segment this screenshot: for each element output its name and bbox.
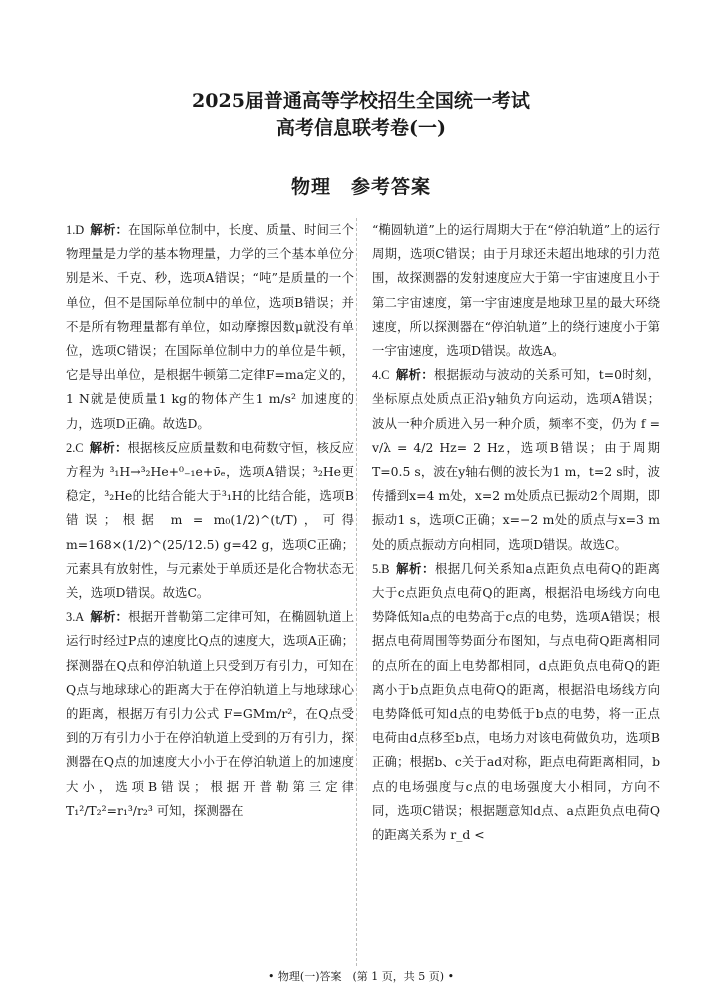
answer-text: 在国际单位制中，长度、质量、时间三个物理量是力学的基本物理量，力学的三个基本单位分别是米、千克、秒，选项A错误；“吨”是质量的一个单位，但不是国际单位制中的单位，选项B错误；并不是所有物理量都有单位，如动摩擦因数μ就没有单位，选项C错误；在国际单位制中力的单位是牛顿，它是导出单位，是根据牛顿第二定律F=ma定义的，1 N就是使质量1 kg的物体产生1 m/s² 加速度的力，选项D正确。故选D。 (66, 222, 355, 431)
answer-item (372, 557, 660, 847)
answer-continuation (372, 218, 660, 363)
answer-label: 解析： (89, 439, 128, 455)
answer-number: 5.B (372, 561, 390, 576)
answer-item (66, 605, 354, 823)
answer-text: 根据振动与波动的关系可知，t=0时刻，坐标原点处质点正沿y轴负方向运动，选项A错误；波从一种介质进入另一种介质，频率不变，仍为 f = v/λ = 4/2 Hz= 2 Hz，选项B错误；由于周期 T=0.5 s，波在y轴右侧的波长为1 m，t=2 s时，波传播到x=4 m处，x=2 m处质点已振动2个周期，即振动1 s，选项C正确；x=−2 m处的质点与x=3 m处的质点振动方向相同，选项D错误。故选C。 (372, 367, 661, 552)
answer-item (66, 436, 354, 605)
answer-number: 2.C (66, 440, 84, 455)
page-footer: • 物理(一)答案 (第 1 页，共 5 页) • (267, 970, 455, 983)
column-divider (356, 218, 357, 966)
answer-text: “椭圆轨道”上的运行周期大于在“停泊轨道”上的运行周期，选项C错误；由于月球还未超出地球的引力范围，故探测器的发射速度应大于第一宇宙速度且小于第二宇宙速度，第一宇宙速度是地球卫星的最大环绕速度，所以探测器在“停泊轨道”上的绕行速度小于第一宇宙速度，选项D错误。故选A。 (372, 222, 660, 359)
answer-number: 3.A (66, 610, 85, 625)
answer-label: 解析： (395, 560, 435, 576)
answer-text: 根据开普勒第二定律可知，在椭圆轨道上运行时经过P点的速度比Q点的速度大，选项A正确；探测器在Q点和停泊轨道上只受到万有引力，可知在Q点与地球球心的距离大于在停泊轨道上与地球球心的距离，根据万有引力公式 F=GMm/r²，在Q点受到的万有引力小于在停泊轨道上受到的万有引力，探测器在Q点的加速度大小小于在停泊轨道上的加速度大小，选项B错误；根据开普勒第三定律 T₁²/T₂²=r₁³/r₂³ 可知，探测器在 (66, 609, 355, 818)
exam-title: 2025届普通高等学校招生全国统一考试 (192, 90, 530, 112)
answer-item (372, 363, 660, 557)
exam-subtitle: 高考信息联考卷(一) (276, 117, 446, 139)
exam-header (0, 88, 722, 142)
left-column (66, 218, 354, 823)
answer-text: 根据核反应质量数和电荷数守恒，核反应方程为 ³₁H→³₂He+⁰₋₁e+ν̄ₑ，选项A错误；³₂He更稳定，³₂He的比结合能大于³₁H的比结合能，选项B错误；根据 m = m₀(1/2)^(t/T)，可得 m=168×(1/2)^(25/12.5) g=42 g，选项C正确；元素具有放射性，与元素处于单质还是化合物状态无关，选项D错误。故选C。 (66, 439, 355, 601)
page-title: 物理 参考答案 (290, 176, 431, 198)
answer-text: 根据几何关系知a点距负点电荷Q的距离大于c点距负点电荷Q的距离，根据沿电场线方向电势降低知a点的电势高于c点的电势，选项A错误；根据点电荷周围等势面分布图知，与点电荷Q距离相同的点所在的面上电势都相同，d点距负点电荷Q的距离小于b点距负点电荷Q的距离，根据沿电场线方向电势降低可知d点的电势低于b点的电势，将一正点电荷由d点移至b点，电场力对该电荷做负功，选项B正确；根据b、c关于ad对称，距点电荷距离相同，b点的电场强度与c点的电场强度大小相同，方向不同，选项C错误；根据题意知d点、a点距负点电荷Q的距离关系为 r_d < (372, 560, 661, 843)
answer-number: 4.C (372, 368, 390, 383)
answer-label: 解析： (90, 222, 129, 237)
answer-label: 解析： (395, 367, 434, 383)
answer-item (66, 218, 354, 436)
answer-number: 1.D (66, 223, 85, 237)
right-column (372, 218, 660, 847)
answer-label: 解析： (90, 609, 129, 625)
